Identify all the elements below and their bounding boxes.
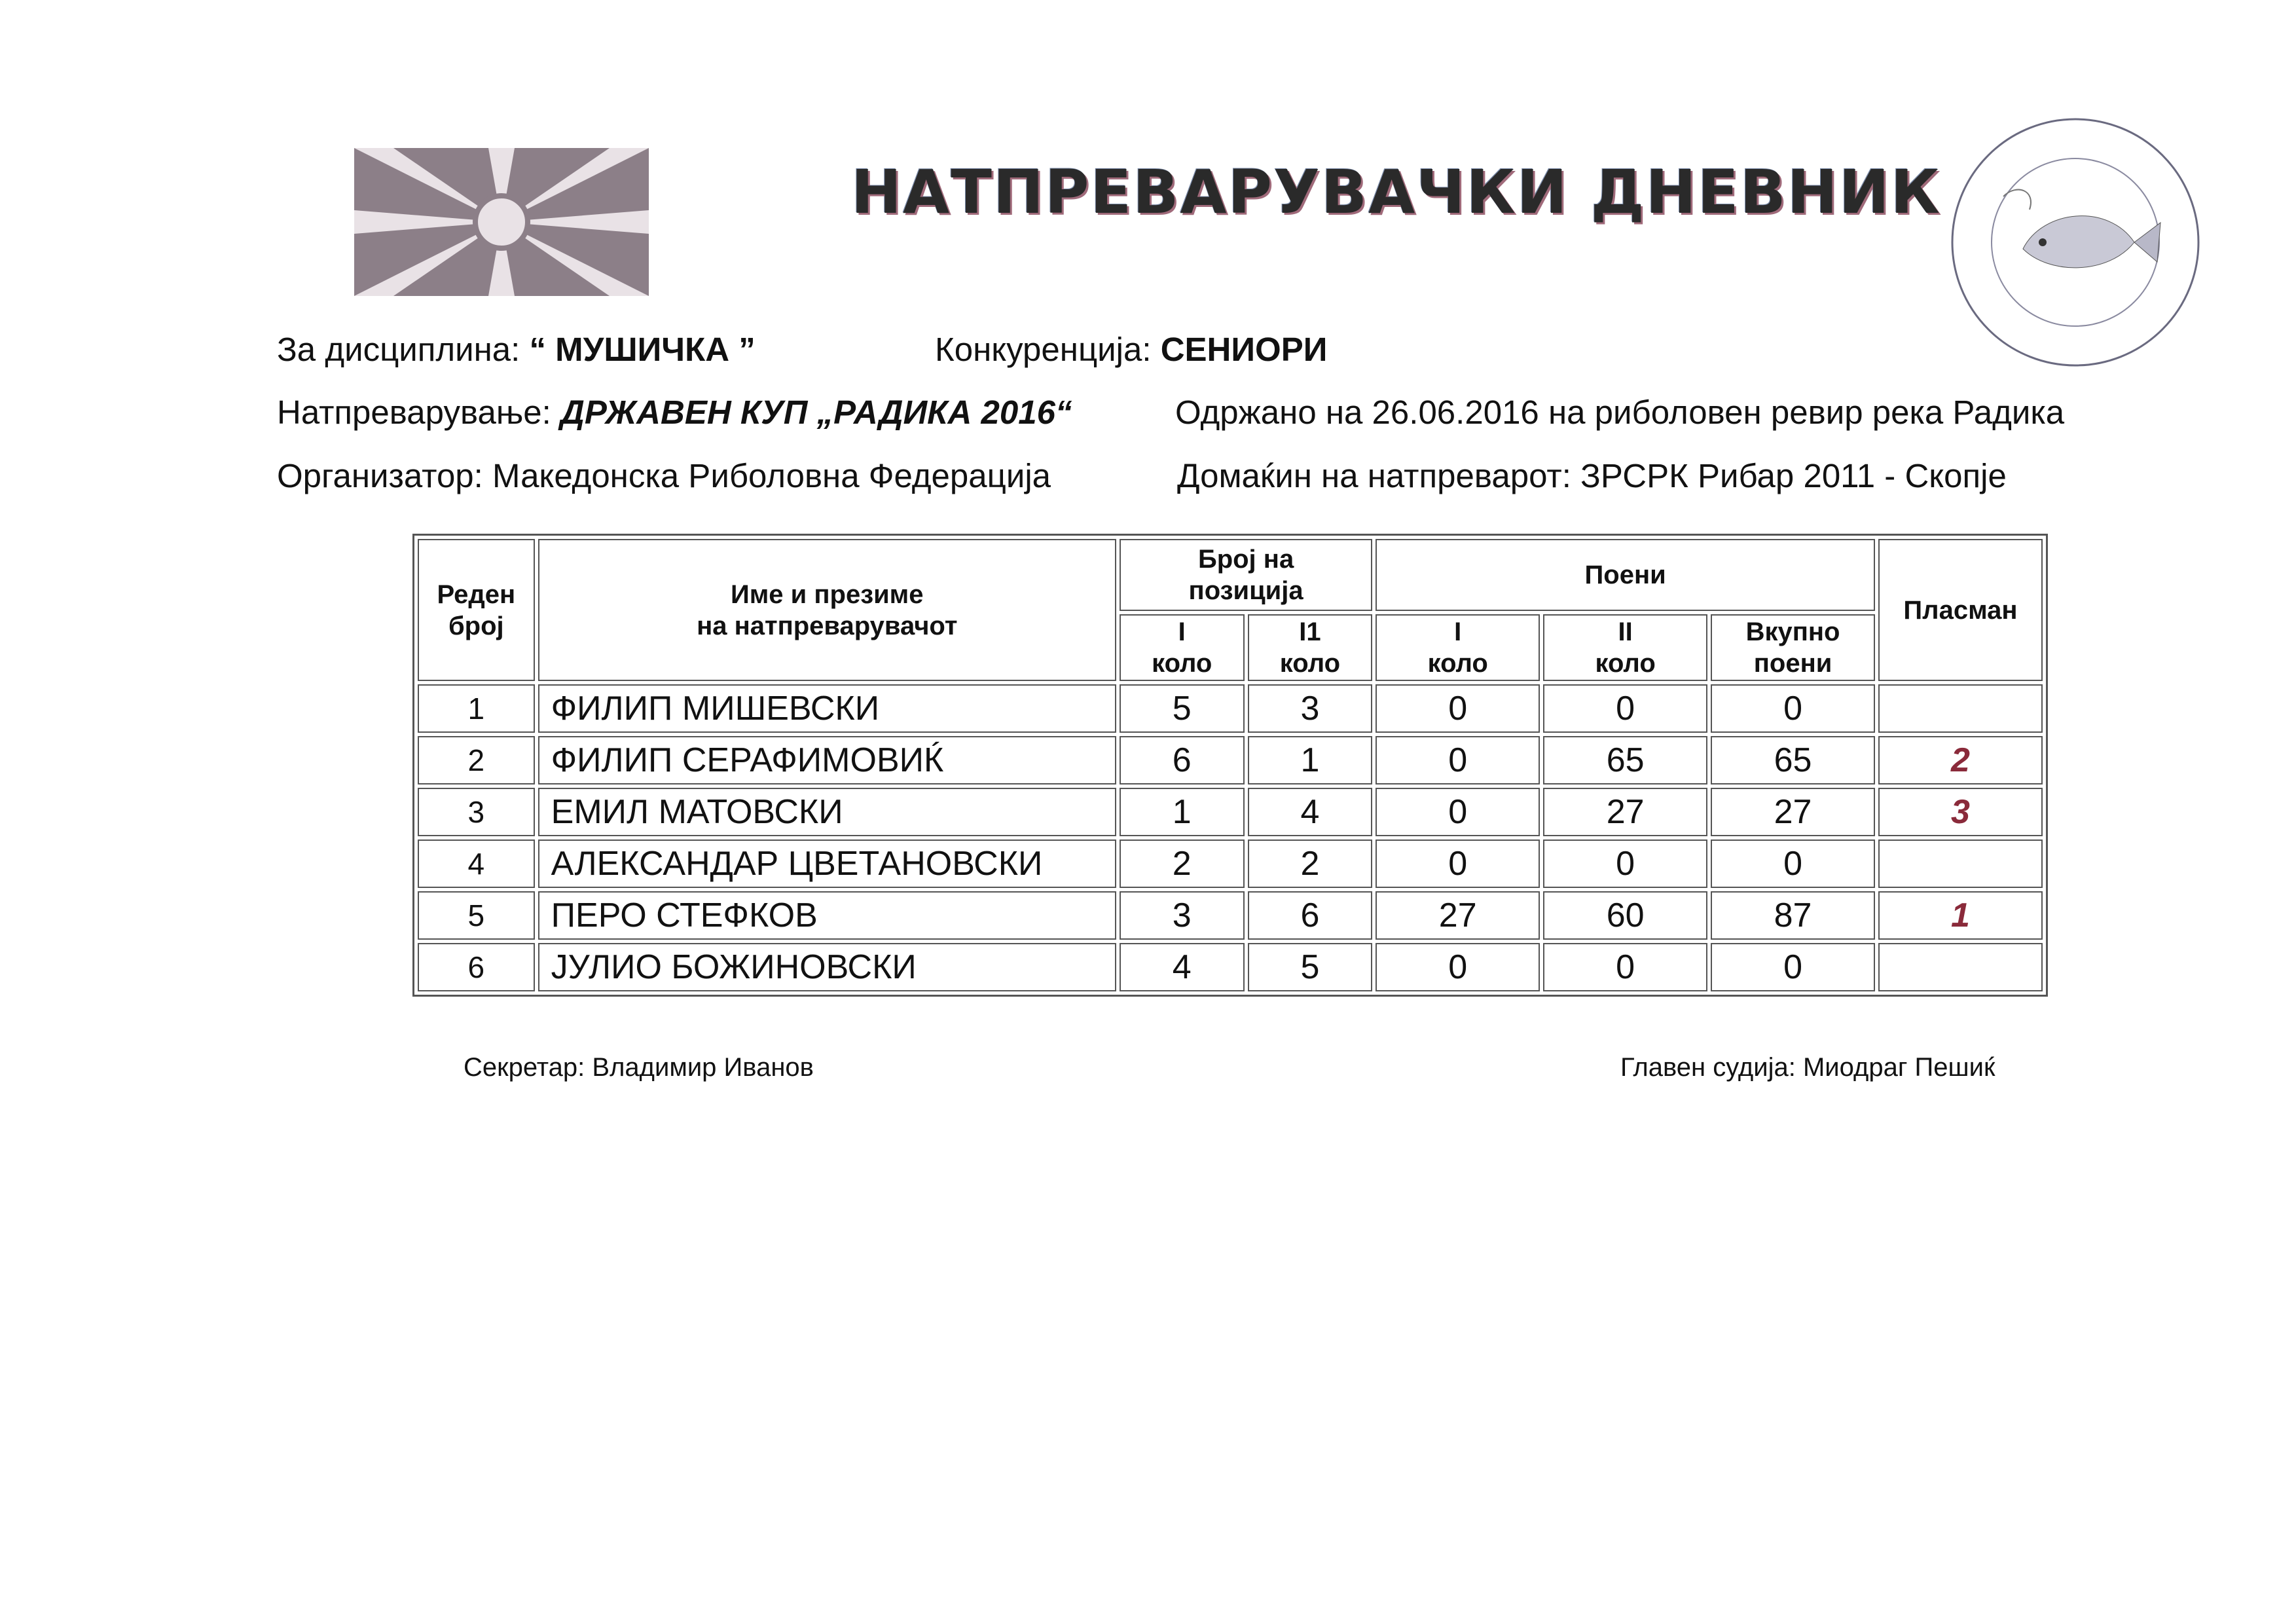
discipline-value: “ МУШИЧКА ” xyxy=(529,331,756,368)
cell-total: 0 xyxy=(1711,943,1875,991)
header-position-group: Број на позиција xyxy=(1120,539,1372,611)
table-row xyxy=(418,943,2043,991)
cell-pts1: 27 xyxy=(1376,891,1540,940)
header-pts-round2: II коло xyxy=(1543,614,1707,681)
cell-pos2: 1 xyxy=(1248,736,1373,784)
cell-pts2: 0 xyxy=(1543,684,1707,733)
cell-pts1: 0 xyxy=(1376,788,1540,836)
table-row xyxy=(418,891,2043,940)
secretary-signature: Секретар: Владимир Иванов xyxy=(464,1053,814,1082)
table-row xyxy=(418,736,2043,784)
event-line xyxy=(277,393,1072,432)
header-pos-round2: I1 коло xyxy=(1248,614,1373,681)
host-text: Домаќин на натпреварот: ЗРСРК Рибар 2011 - Скопје xyxy=(1177,457,2007,494)
cell-name: ЈУЛИО БОЖИНОВСКИ xyxy=(538,943,1116,991)
cell-pts2: 60 xyxy=(1543,891,1707,940)
cell-pos1: 1 xyxy=(1120,788,1245,836)
header-placement: Пласман xyxy=(1878,539,2043,681)
event-value: ДРЖАВЕН КУП „РАДИКА 2016“ xyxy=(560,394,1072,431)
cell-pts2: 27 xyxy=(1543,788,1707,836)
cell-pos2: 3 xyxy=(1248,684,1373,733)
header-name: Име и презиме на натпреварувачот xyxy=(538,539,1116,681)
cell-pts2: 0 xyxy=(1543,943,1707,991)
header-points-group: Поени xyxy=(1376,539,1875,611)
cell-no: 5 xyxy=(418,891,535,940)
cell-pts2: 0 xyxy=(1543,840,1707,888)
cell-pts1: 0 xyxy=(1376,943,1540,991)
table-row xyxy=(418,840,2043,888)
cell-total: 65 xyxy=(1711,736,1875,784)
cell-name: АЛЕКСАНДАР ЦВЕТАНОВСКИ xyxy=(538,840,1116,888)
cell-no: 3 xyxy=(418,788,535,836)
discipline-line xyxy=(277,330,756,369)
competition-class-label: Конкуренција: xyxy=(935,331,1152,368)
cell-place xyxy=(1878,840,2043,888)
cell-no: 2 xyxy=(418,736,535,784)
header-pts-total: Вкупно поени xyxy=(1711,614,1875,681)
discipline-label: За дисциплина: xyxy=(277,331,520,368)
competition-class-value: СЕНИОРИ xyxy=(1160,331,1328,368)
macedonian-flag-icon xyxy=(354,148,649,296)
cell-no: 6 xyxy=(418,943,535,991)
cell-total: 27 xyxy=(1711,788,1875,836)
held-text: Одржано на 26.06.2016 на риболовен ревир река Радика xyxy=(1175,394,2065,431)
table-row xyxy=(418,684,2043,733)
cell-name: ПЕРО СТЕФКОВ xyxy=(538,891,1116,940)
competition-class-line xyxy=(935,330,1327,369)
cell-pos1: 5 xyxy=(1120,684,1245,733)
cell-place xyxy=(1878,943,2043,991)
cell-name: ФИЛИП СЕРАФИМОВИЌ xyxy=(538,736,1116,784)
cell-no: 4 xyxy=(418,840,535,888)
cell-pos2: 6 xyxy=(1248,891,1373,940)
head-judge-signature: Главен судија: Миодраг Пешиќ xyxy=(1620,1053,1995,1082)
cell-no: 1 xyxy=(418,684,535,733)
cell-pts1: 0 xyxy=(1376,736,1540,784)
cell-pos1: 3 xyxy=(1120,891,1245,940)
results-table xyxy=(412,534,2048,997)
cell-place: 3 xyxy=(1878,788,2043,836)
cell-pos2: 2 xyxy=(1248,840,1373,888)
page-title: НАТПРЕВАРУВАЧКИ ДНЕВНИК xyxy=(851,157,1941,227)
cell-place: 2 xyxy=(1878,736,2043,784)
event-label: Натпреварување: xyxy=(277,394,551,431)
header-ordinal: Реден број xyxy=(418,539,535,681)
federation-fish-logo-icon xyxy=(1944,111,2206,373)
cell-pos1: 4 xyxy=(1120,943,1245,991)
cell-pos1: 6 xyxy=(1120,736,1245,784)
cell-total: 0 xyxy=(1711,840,1875,888)
cell-place xyxy=(1878,684,2043,733)
cell-pos2: 5 xyxy=(1248,943,1373,991)
cell-total: 87 xyxy=(1711,891,1875,940)
cell-pts1: 0 xyxy=(1376,840,1540,888)
header-pts-round1: I коло xyxy=(1376,614,1540,681)
table-row xyxy=(418,788,2043,836)
cell-name: ЕМИЛ МАТОВСКИ xyxy=(538,788,1116,836)
cell-pos1: 2 xyxy=(1120,840,1245,888)
cell-pos2: 4 xyxy=(1248,788,1373,836)
header-pos-round1: I коло xyxy=(1120,614,1245,681)
cell-pts2: 65 xyxy=(1543,736,1707,784)
cell-total: 0 xyxy=(1711,684,1875,733)
cell-place: 1 xyxy=(1878,891,2043,940)
cell-name: ФИЛИП МИШЕВСКИ xyxy=(538,684,1116,733)
organizer-text: Организатор: Македонска Риболовна Федерација xyxy=(277,457,1051,494)
cell-pts1: 0 xyxy=(1376,684,1540,733)
